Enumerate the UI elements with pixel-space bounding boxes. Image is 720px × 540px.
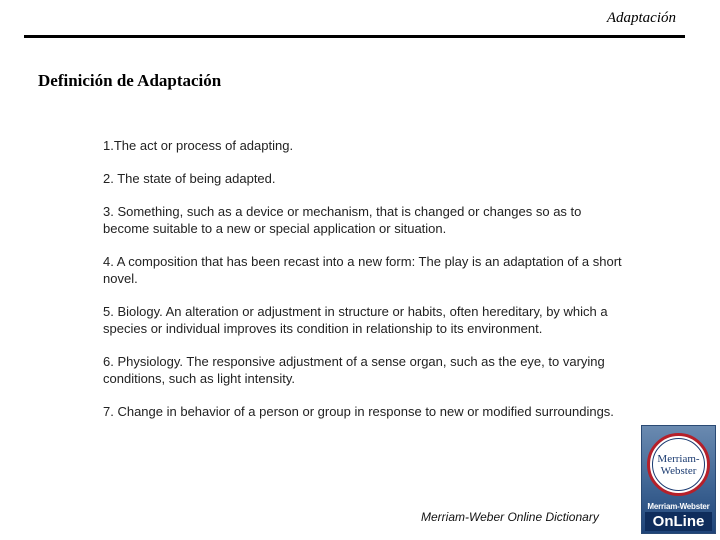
page-heading: Definición de Adaptación — [38, 71, 222, 90]
logo-online-text: OnLine — [645, 512, 712, 531]
definition-item-4: 4. A composition that has been recast into a new form: The play is an adaptation of a short novel. — [103, 254, 622, 286]
definition-item-3: 3. Something, such as a device or mechanism, that is changed or changes so as to become suitable to a new or special application or situation. — [103, 204, 582, 236]
source-citation: Merriam-Weber Online Dictionary — [421, 510, 599, 524]
logo-band-text: Merriam-Webster — [647, 502, 710, 511]
logo-seal-line-1: Merriam- — [657, 452, 700, 465]
definition-list — [103, 137, 623, 420]
definition-item-6: 6. Physiology. The responsive adjustment of a sense organ, such as the eye, to varying conditions, such as light intensity. — [103, 354, 605, 386]
merriam-webster-logo — [641, 425, 716, 534]
logo-seal — [647, 433, 710, 496]
definition-item-2: 2. The state of being adapted. — [103, 171, 276, 186]
logo-seal-text — [652, 438, 705, 491]
logo-seal-line-2: Webster — [660, 464, 697, 477]
definition-item-7: 7. Change in behavior of a person or group in response to new or modified surroundings. — [103, 404, 614, 419]
definition-item-5: 5. Biology. An alteration or adjustment in structure or habits, often hereditary, by which a species or individual improves its condition in relationship to its environment. — [103, 304, 608, 336]
slide-title: Adaptación — [606, 10, 676, 26]
header-divider — [24, 35, 685, 38]
definition-item-1: 1.The act or process of adapting. — [103, 138, 294, 153]
